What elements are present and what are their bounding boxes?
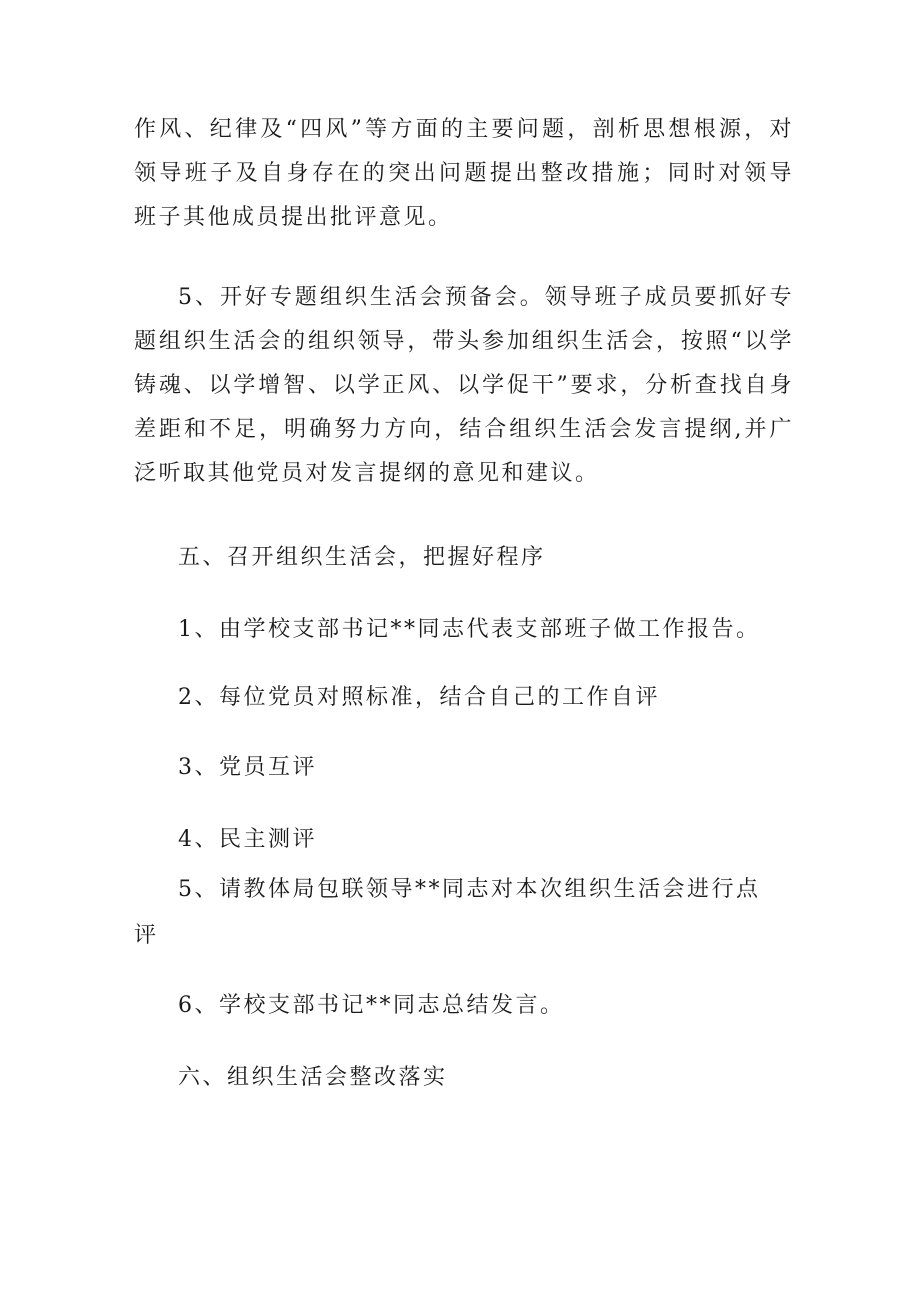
procedure-item-4: 4、民主测评 (178, 827, 317, 852)
section-heading-6: 六、组织生活会整改落实 (178, 1065, 448, 1090)
procedure-item-6: 6、学校支部书记**同志总结发言。 (178, 993, 565, 1018)
paragraph-continuation: 作风、纪律及“四风”等方面的主要问题，剖析思想根源，对领导班子及自身存在的突出问题提出整改措施；同时对领导班子其他成员提出批评意见。 (134, 117, 794, 230)
procedure-item-5: 5、请教体局包联领导**同志对本次组织生活会进行点 (178, 877, 761, 902)
procedure-item-2: 2、每位党员对照标准，结合自己的工作自评 (178, 685, 660, 710)
procedure-item-5-wrap: 评 (134, 923, 157, 948)
paragraph-item-5: 5、开好专题组织生活会预备会。领导班子成员要抓好专题组织生活会的组织领导，带头参加组织生活会，按照“以学铸魂、以学增智、以学正风、以学促干”要求，分析查找自身差距和不足，明确努力方向，结合组织生活会发言提纲,并广泛听取其他党员对发言提纲的意见和建议。 (134, 285, 794, 486)
procedure-item-3: 3、党员互评 (178, 755, 317, 780)
procedure-item-1: 1、由学校支部书记**同志代表支部班子做工作报告。 (178, 617, 761, 642)
section-heading-5: 五、召开组织生活会，把握好程序 (178, 545, 546, 570)
